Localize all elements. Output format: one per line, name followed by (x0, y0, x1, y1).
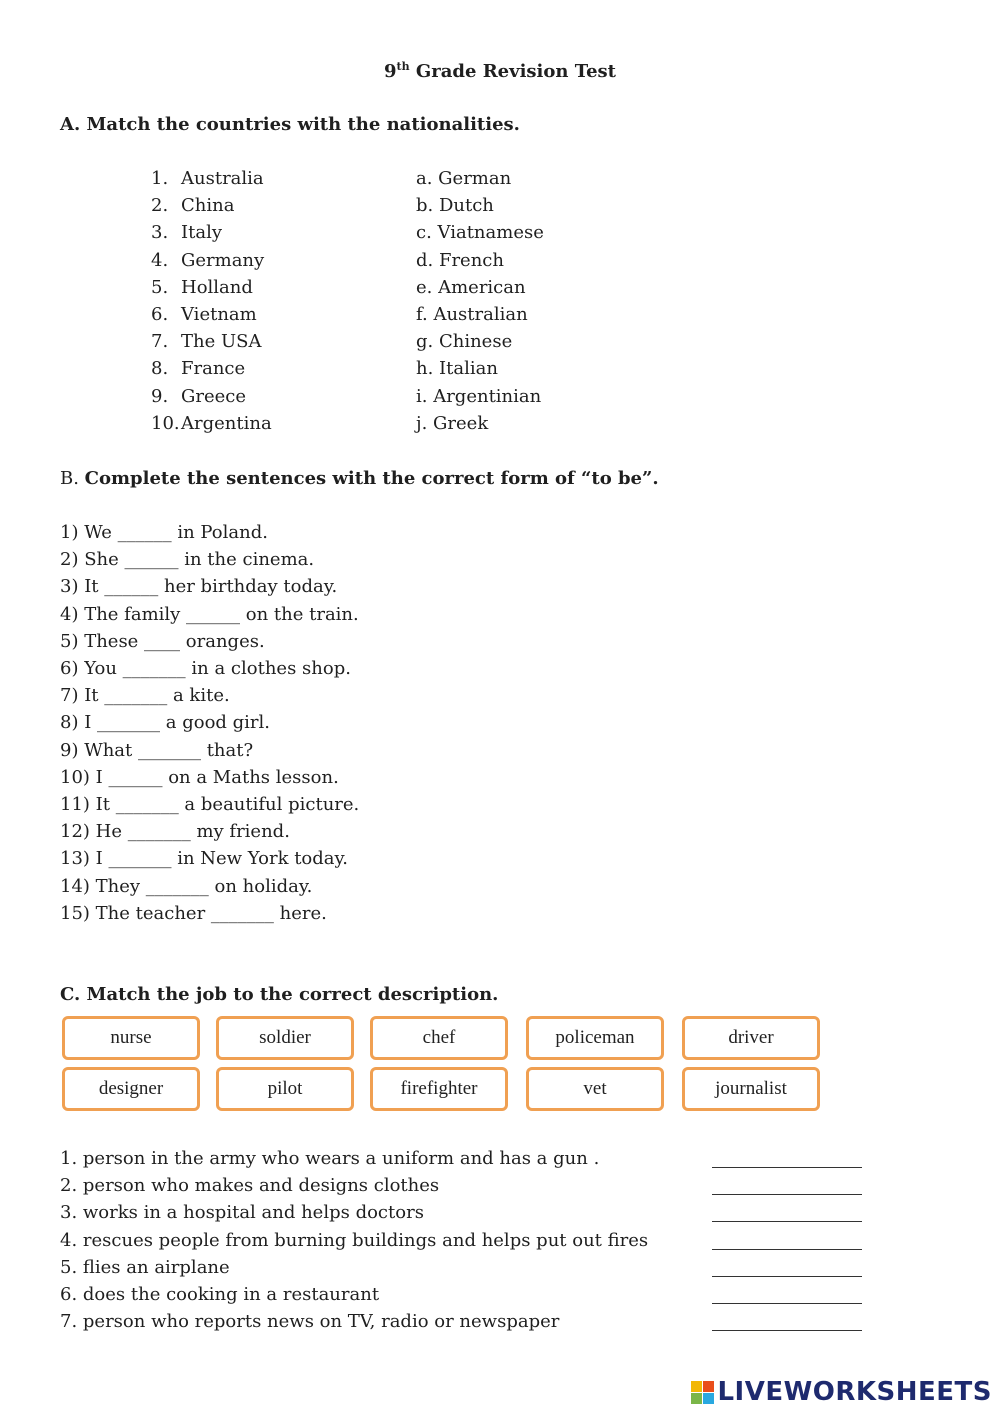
nationality: e. American (416, 276, 526, 298)
item-number: 5. (151, 276, 169, 298)
job-description: 5. flies an airplane (60, 1256, 230, 1278)
page-title: 9th Grade Revision Test (384, 60, 616, 82)
sentence-item: 4) The family ______ on the train. (60, 603, 359, 625)
job-description: 7. person who reports news on TV, radio or newspaper (60, 1311, 560, 1333)
section-c-heading: C. Match the job to the correct description. (60, 984, 499, 1005)
match-row (0, 168, 700, 194)
nationality: g. Chinese (416, 331, 513, 353)
match-row (0, 331, 700, 357)
country: France (181, 358, 246, 380)
sentence-item: 10) I ______ on a Maths lesson. (60, 766, 339, 788)
section-b-heading: B. Complete the sentences with the correct form of “to be”. (60, 468, 659, 489)
answer-line[interactable] (712, 1329, 862, 1331)
job-description: 2. person who makes and designs clothes (60, 1175, 440, 1197)
item-number: 10. (151, 412, 180, 434)
sentence-item: 3) It ______ her birthday today. (60, 576, 338, 598)
nationality: j. Greek (416, 412, 489, 434)
job-description: 3. works in a hospital and helps doctors (60, 1202, 424, 1224)
country: Holland (181, 276, 253, 298)
job-box: policeman (526, 1016, 664, 1060)
item-number: 2. (151, 195, 169, 217)
sentence-item: 12) He _______ my friend. (60, 821, 290, 843)
country: Argentina (181, 412, 272, 434)
sentence-item: 1) We ______ in Poland. (60, 522, 268, 543)
nationality: i. Argentinian (416, 385, 542, 407)
answer-line[interactable] (712, 1248, 862, 1250)
match-row (0, 250, 700, 276)
nationality: c. Viatnamese (416, 222, 544, 244)
item-number: 9. (151, 385, 169, 407)
country: The USA (181, 331, 262, 353)
job-description: 6. does the cooking in a restaurant (60, 1284, 380, 1305)
liveworksheets-logo: LIVEWORKSHEETS (691, 1377, 992, 1407)
nationality: a. German (416, 168, 512, 189)
job-description: 1. person in the army who wears a uniform and has a gun . (60, 1148, 600, 1169)
sentence-item: 13) I _______ in New York today. (60, 848, 349, 870)
answer-line[interactable] (712, 1220, 862, 1222)
sentence-item: 15) The teacher _______ here. (60, 902, 327, 924)
job-description: 4. rescues people from burning buildings and helps put out fires (60, 1229, 649, 1251)
country: Vietnam (181, 304, 257, 325)
job-box: vet (526, 1067, 664, 1111)
country: Greece (181, 385, 247, 407)
item-number: 4. (151, 249, 169, 271)
match-row (0, 304, 700, 330)
nationality: b. Dutch (416, 195, 494, 217)
sentence-item: 9) What _______ that? (60, 739, 254, 761)
match-row (0, 386, 700, 412)
match-row (0, 277, 700, 303)
answer-line[interactable] (712, 1166, 862, 1168)
item-number: 7. (151, 331, 169, 353)
match-row (0, 222, 700, 248)
country: Germany (181, 249, 265, 271)
nationality: f. Australian (416, 304, 528, 325)
job-box: designer (62, 1067, 200, 1111)
match-row (0, 413, 700, 439)
job-box: driver (682, 1016, 820, 1060)
job-box: firefighter (370, 1067, 508, 1111)
match-row (0, 358, 700, 384)
job-box: soldier (216, 1016, 354, 1060)
answer-line[interactable] (712, 1193, 862, 1195)
sentence-item: 8) I _______ a good girl. (60, 712, 271, 734)
country: Italy (181, 222, 223, 244)
job-box: chef (370, 1016, 508, 1060)
nationality: h. Italian (416, 358, 498, 380)
match-row (0, 195, 700, 221)
section-a-heading: A. Match the countries with the nationalities. (60, 114, 520, 135)
item-number: 6. (151, 304, 169, 325)
sentence-item: 14) They _______ on holiday. (60, 875, 313, 897)
answer-line[interactable] (712, 1302, 862, 1304)
sentence-item: 6) You _______ in a clothes shop. (60, 658, 351, 679)
sentence-item: 7) It _______ a kite. (60, 685, 230, 707)
sentence-item: 11) It _______ a beautiful picture. (60, 794, 360, 815)
item-number: 8. (151, 358, 169, 380)
item-number: 1. (151, 168, 169, 189)
country: Australia (181, 168, 264, 189)
country: China (181, 195, 235, 217)
item-number: 3. (151, 222, 169, 244)
sentence-item: 2) She ______ in the cinema. (60, 549, 315, 571)
sentence-item: 5) These ____ oranges. (60, 630, 265, 652)
liveworksheets-logo-icon (691, 1381, 714, 1404)
answer-line[interactable] (712, 1275, 862, 1277)
job-box: pilot (216, 1067, 354, 1111)
nationality: d. French (416, 249, 504, 271)
job-box: nurse (62, 1016, 200, 1060)
job-box: journalist (682, 1067, 820, 1111)
